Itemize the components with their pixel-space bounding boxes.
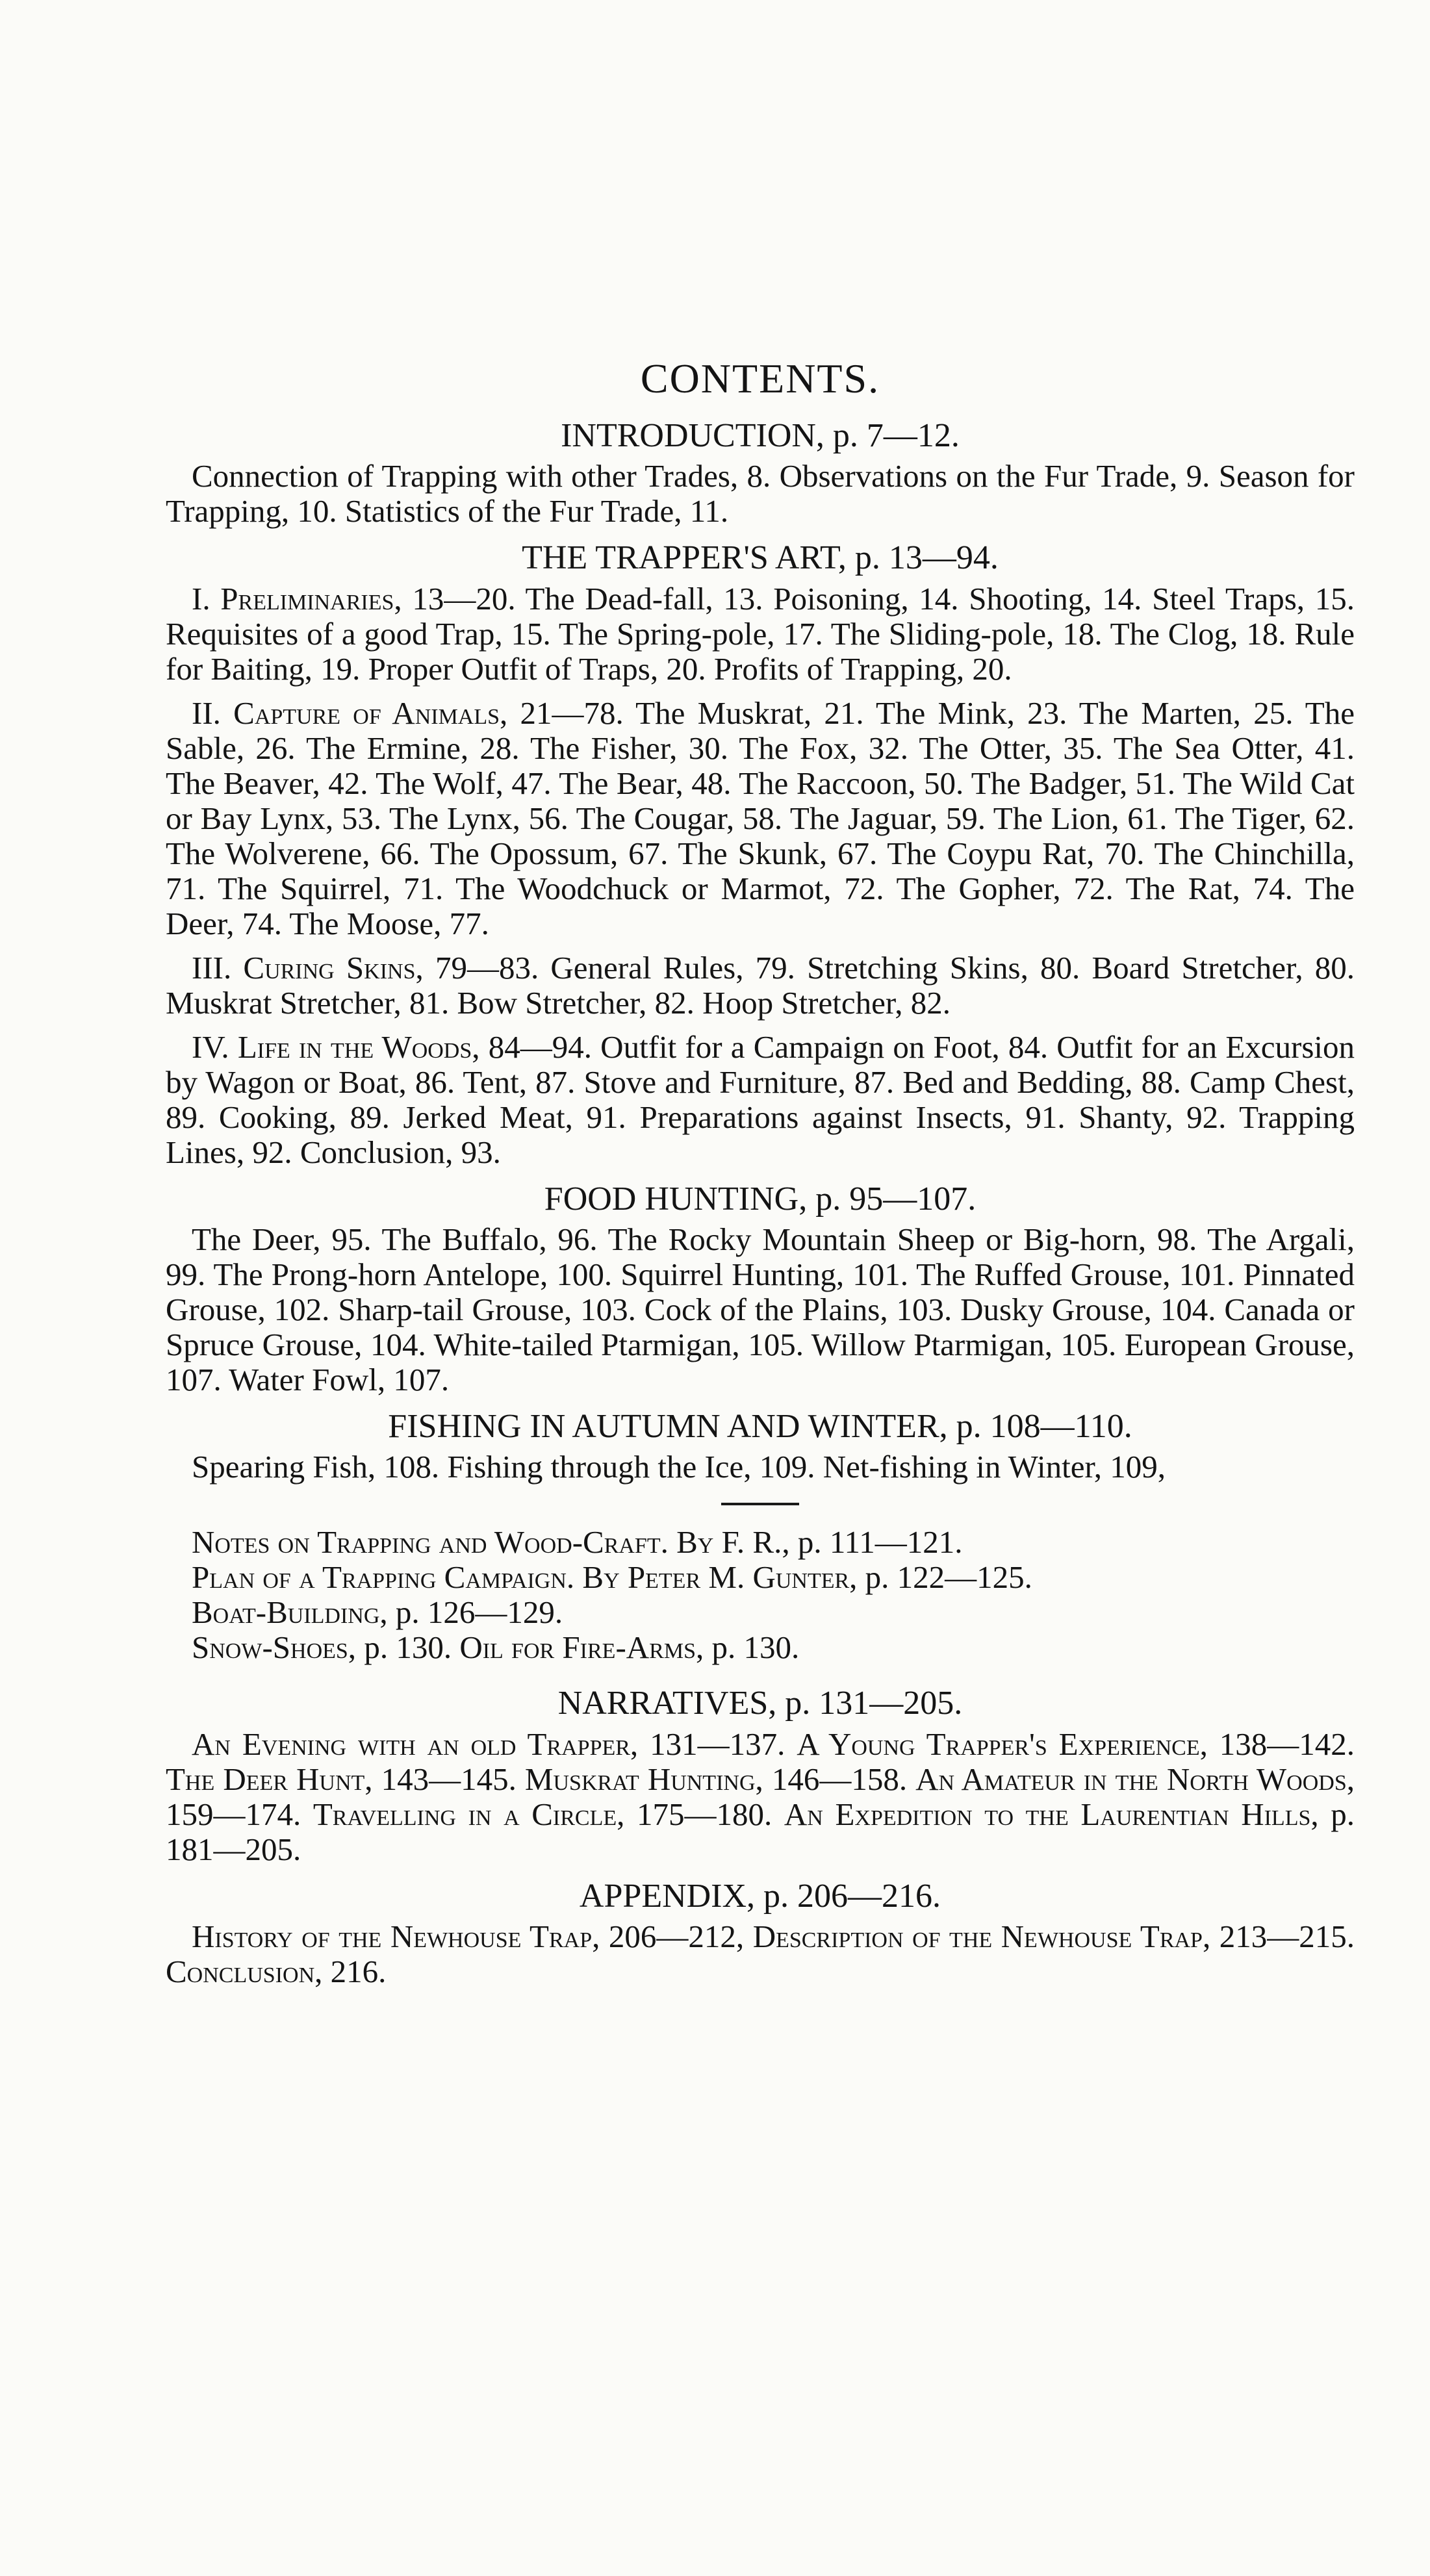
appendix-pages: 213—215. [1210, 1919, 1355, 1955]
contents-body [166, 354, 1355, 1998]
note-item [166, 1630, 1355, 1665]
narrative-pages: 175—180. [624, 1796, 784, 1832]
note-title: Oil for Fire-Arms, [459, 1629, 704, 1666]
note-pages: p. 130. [704, 1629, 800, 1666]
appendix-pages: 206—212, [600, 1919, 753, 1955]
preliminaries-entries [166, 581, 1355, 687]
note-pages: p. 122—125. [857, 1559, 1032, 1596]
curing-skins-entries [166, 950, 1355, 1021]
note-pages: p. 111—121. [789, 1524, 963, 1561]
part-text-capture-of-animals: 21—78. The Muskrat, 21. The Mink, 23. The Marten, 25. The Sable, 26. The Ermine, 28. The Fisher, 30. The Fox, 32. The Otter, 35. The Sea Otter, 41. The Beaver, 42. The Wolf, 47. The Bear, 48. The Raccoon, 50. The Badger, 51. The Wild Cat or Bay Lynx, 53. The Lynx, 56. The Cougar, 58. The Jaguar, 59. The Lion, 61. The Tiger, 62. The Wolverene, 66. The Opossum, 67. The Skunk, 67. The Coypu Rat, 70. The Chinchilla, 71. The Squirrel, 71. The Woodchuck or Marmot, 72. The Gopher, 72. The Rat, 74. The Deer, 74. The Moose, 77. [166, 695, 1355, 941]
note-title: Plan of a Trapping Campaign. By Peter M. Gunter, [192, 1559, 858, 1596]
part-text-curing-skins: 79—83. General Rules, 79. Stretching Skins, 80. Board Stretcher, 80. Muskrat Stretcher, 81. Bow Stretcher, 82. Hoop Stretcher, 82. [166, 949, 1355, 1021]
appendix-pages: 216. [322, 1954, 387, 1990]
section-heading-appendix: APPENDIX, p. 206—216. [579, 1877, 941, 1915]
part-text-preliminaries: 13—20. The Dead-fall, 13. Poisoning, 14. Shooting, 14. Steel Traps, 15. Requisites of a good Trap, 15. The Spring-pole, 17. The Sliding-pole, 18. The Clog, 18. Rule for Baiting, 19. Proper Outfit of Traps, 20. Profits of Trapping, 20. [166, 580, 1355, 687]
appendix-entries [166, 1919, 1355, 1989]
narrative-title: Muskrat Hunting, [524, 1761, 763, 1797]
fishing-entries: Spearing Fish, 108. Fishing through the Ice, 109. Net-fishing in Winter, 109, [192, 1449, 1166, 1485]
introduction-entries: Connection of Trapping with other Trades, 8. Observations on the Fur Trade, 9. Season for Trapping, 10. Statistics of the Fur Trade, 11. [166, 458, 1355, 529]
section-heading-food-hunting: FOOD HUNTING, p. 95—107. [544, 1180, 977, 1218]
narrative-pages: 146—158. [763, 1761, 916, 1797]
note-title: Notes on Trapping and Wood-Craft. By F. R., [192, 1524, 790, 1561]
narrative-title: An Expedition to the Laurentian Hills, [784, 1796, 1319, 1832]
divider-rule [721, 1503, 799, 1505]
note-item [166, 1560, 1355, 1595]
note-pages: p. 130. [356, 1629, 460, 1666]
narrative-pages: 131—137. [638, 1726, 797, 1762]
narrative-pages: p. 181—205. [166, 1796, 1355, 1867]
note-item [166, 1595, 1355, 1630]
notes-list [166, 1525, 1355, 1665]
appendix-title: Conclusion, [166, 1954, 323, 1990]
food-hunting-entries: The Deer, 95. The Buffalo, 96. The Rocky Mountain Sheep or Big-horn, 98. The Argali, 99. The Prong-horn Antelope, 100. Squirrel Hunting, 101. The Ruffed Grouse, 101. Pinnated Grouse, 102. Sharp-tail Grouse, 103. Cock of the Plains, 103. Dusky Grouse, 104. Canada or Spruce Grouse, 104. White-tailed Ptarmigan, 105. Willow Ptarmigan, 105. European Grouse, 107. Water Fowl, 107. [166, 1221, 1355, 1397]
narrative-title: Travelling in a Circle, [313, 1796, 625, 1832]
section-heading-introduction: INTRODUCTION, p. 7—12. [561, 416, 960, 454]
narrative-title: A Young Trapper's Experience, [797, 1726, 1208, 1762]
narrative-title: An Evening with an old Trapper, [192, 1726, 639, 1762]
part-title-capture-of-animals: II. Capture of Animals, [192, 695, 508, 731]
narratives-entries [166, 1727, 1355, 1867]
page-title: CONTENTS. [640, 355, 880, 402]
note-title: Boat-Building, [192, 1594, 388, 1631]
section-heading-trappers-art: THE TRAPPER'S ART, p. 13—94. [522, 539, 999, 577]
note-title: Snow-Shoes, [192, 1629, 357, 1666]
part-title-preliminaries: I. Preliminaries, [192, 580, 402, 617]
part-title-life-in-the-woods: IV. Life in the Woods, [192, 1028, 480, 1065]
appendix-title: Description of the Newhouse Trap, [752, 1919, 1211, 1955]
narrative-title: The Deer Hunt, [166, 1761, 373, 1797]
narrative-pages: 143—145. [372, 1761, 525, 1797]
section-heading-narratives: NARRATIVES, p. 131—205. [557, 1685, 963, 1722]
capture-of-animals-entries [166, 696, 1355, 941]
note-pages: p. 126—129. [387, 1594, 563, 1631]
narrative-title: An Amateur in the North Woods, [915, 1761, 1355, 1797]
note-item [166, 1525, 1355, 1560]
appendix-title: History of the Newhouse Trap, [192, 1919, 600, 1955]
life-in-the-woods-entries [166, 1030, 1355, 1170]
section-heading-fishing: FISHING IN AUTUMN AND WINTER, p. 108—110. [388, 1407, 1132, 1445]
narrative-pages: 138—142. [1207, 1726, 1355, 1762]
narrative-pages: 159—174. [166, 1796, 313, 1832]
part-text-life-in-the-woods: 84—94. Outfit for a Campaign on Foot, 84. Outfit for an Excursion by Wagon or Boat, 86. Tent, 87. Stove and Furniture, 87. Bed and Bedding, 88. Camp Chest, 89. Cooking, 89. Jerked Meat, 91. Preparations against Insects, 91. Shanty, 92. Trapping Lines, 92. Conclusion, 93. [166, 1028, 1355, 1170]
part-title-curing-skins: III. Curing Skins, [192, 949, 424, 986]
